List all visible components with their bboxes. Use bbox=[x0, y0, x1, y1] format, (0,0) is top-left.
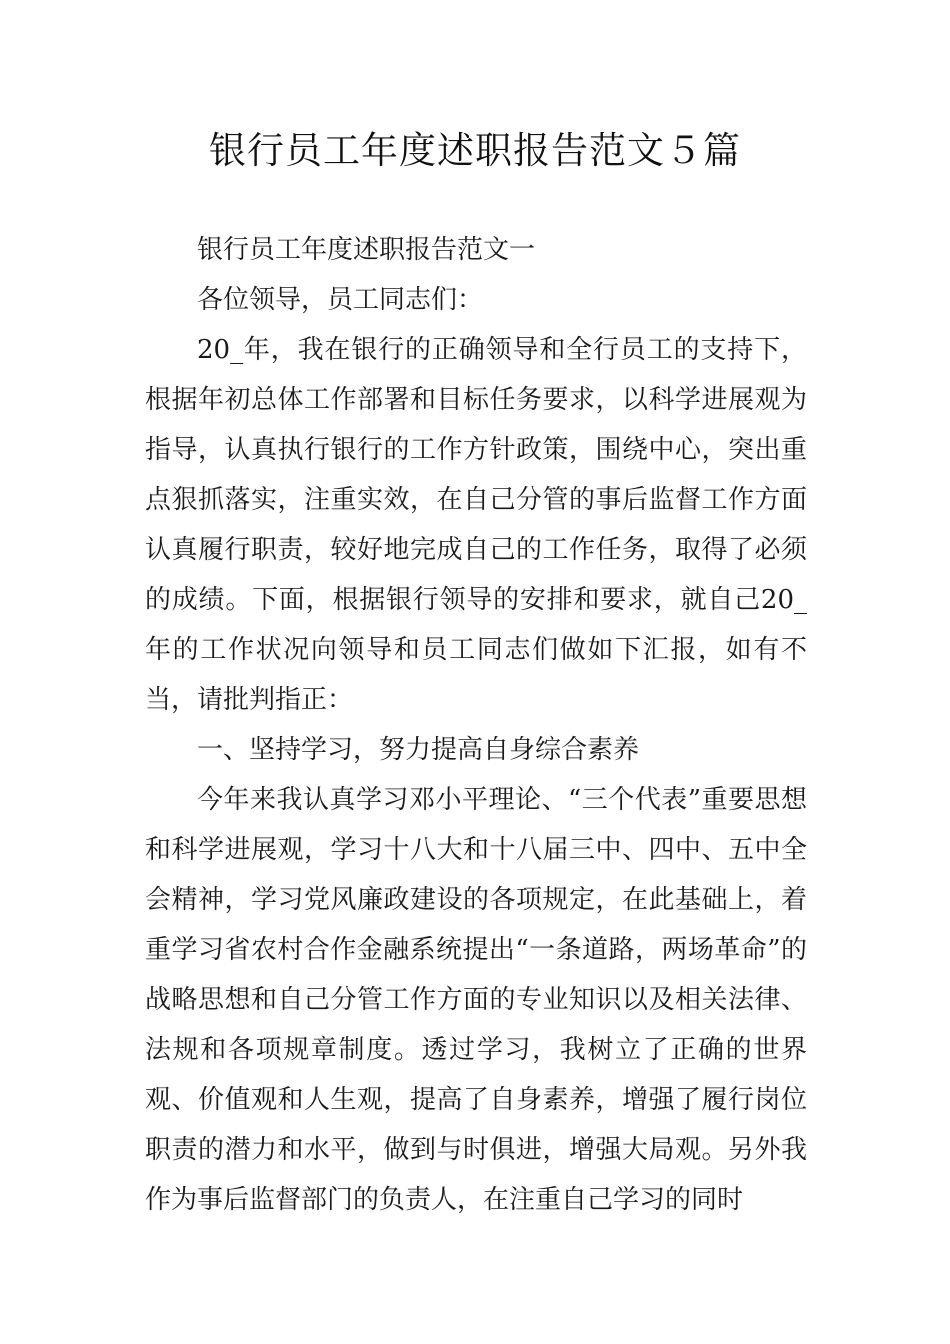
document-title: 银行员工年度述职报告范文５篇 bbox=[209, 129, 741, 172]
salutation: 各位领导，员工同志们： bbox=[197, 285, 484, 315]
section-heading-1: 银行员工年度述职报告范文一 bbox=[197, 235, 536, 265]
document-body bbox=[145, 225, 807, 1225]
section-heading-study: 一、坚持学习，努力提高自身综合素养 bbox=[197, 735, 640, 765]
paragraph-study: 今年来我认真学习邓小平理论、“三个代表”重要思想和科学进展观，学习十八大和十八届三中、四中、五中全会精神，学习党风廉政建设的各项规定，在此基础上，着重学习省农村合作金融系统提出“一条道路，两场革命”的战略思想和自己分管工作方面的专业知识以及相关法律、法规和各项规章制度。透过学习，我树立了正确的世界观、价值观和人生观，提高了自身素养，增强了履行岗位职责的潜力和水平，做到与时俱进，增强大局观。另外我作为事后监督部门的负责人，在注重自己学习的同时 bbox=[145, 785, 807, 1215]
paragraph-intro: 20_年，我在银行的正确领导和全行员工的支持下，根据年初总体工作部署和目标任务要求，以科学进展观为指导，认真执行银行的工作方针政策，围绕中心，突出重点狠抓落实，注重实效，在自己分管的事后监督工作方面认真履行职责，较好地完成自己的工作任务，取得了必须的成绩。下面，根据银行领导的安排和要求，就自己20_年的工作状况向领导和员工同志们做如下汇报，如有不当，请批判指正： bbox=[145, 335, 807, 715]
